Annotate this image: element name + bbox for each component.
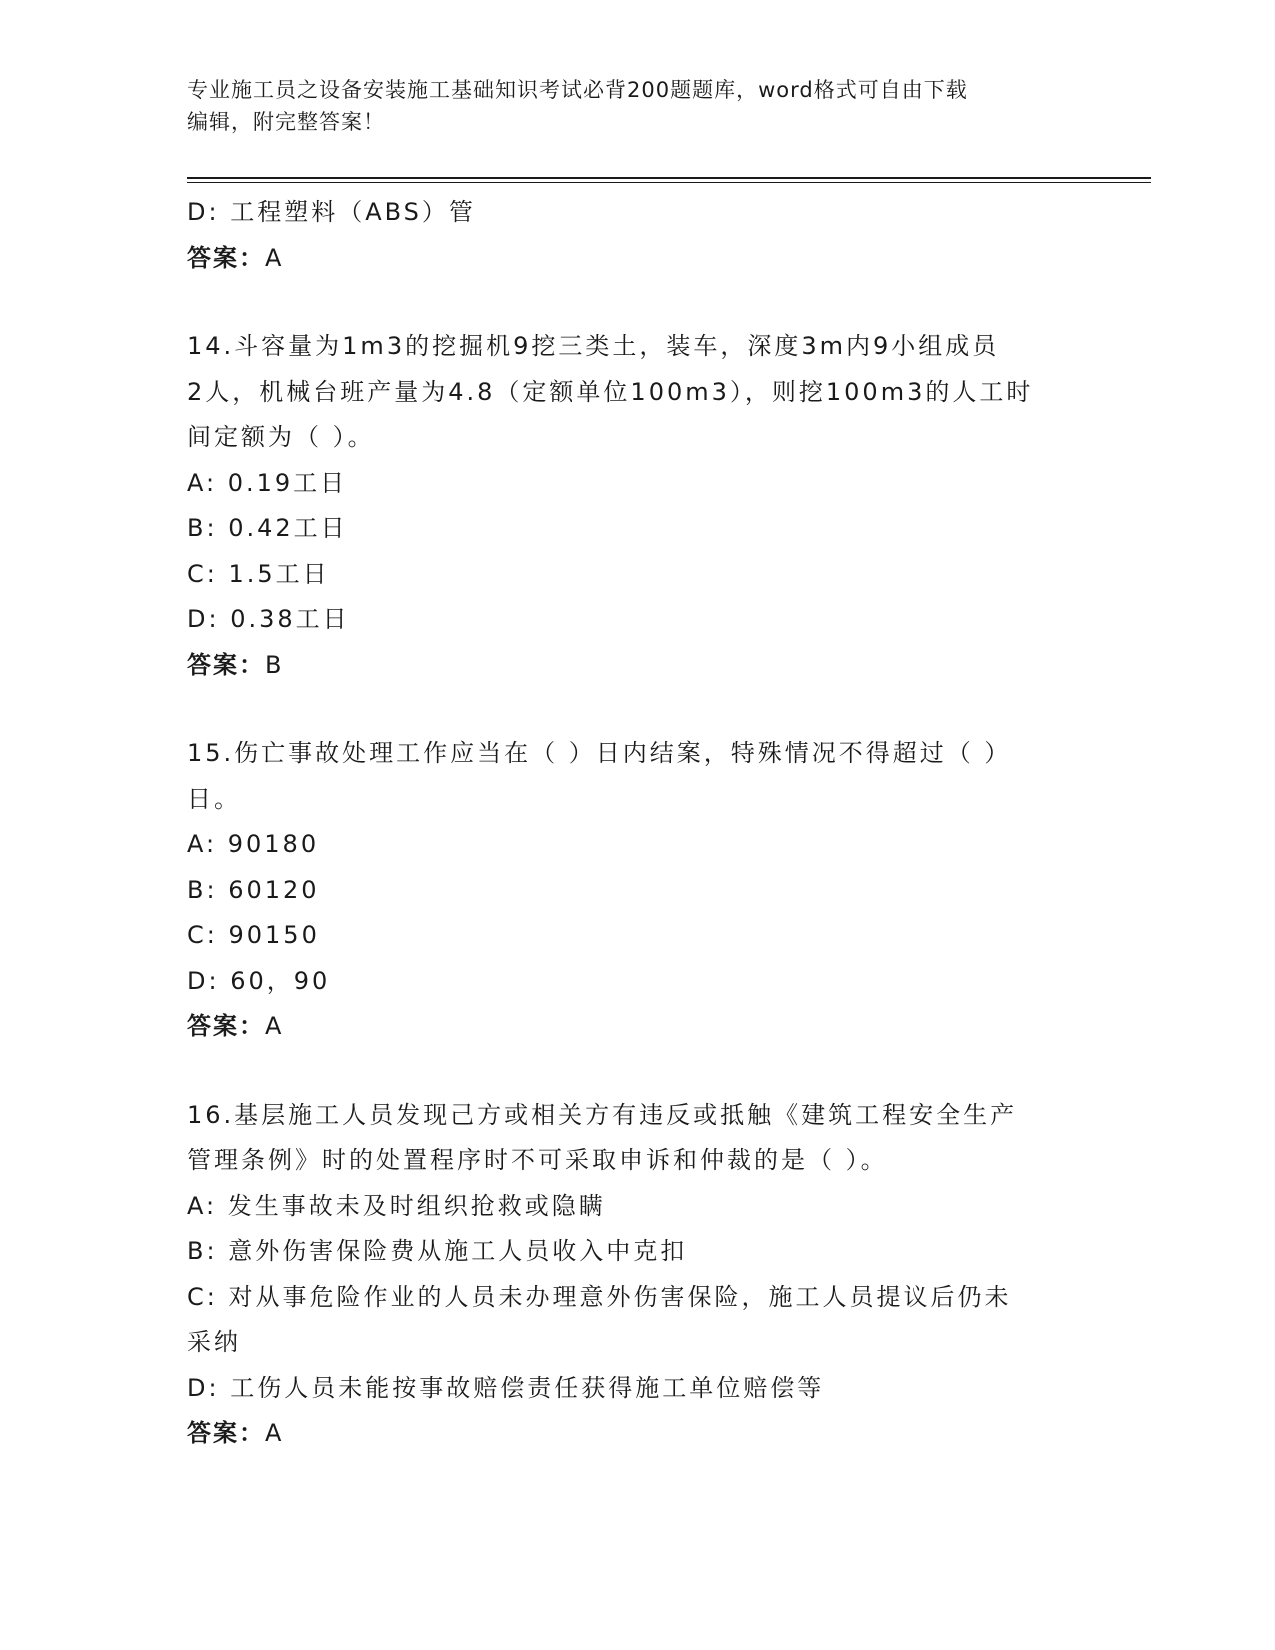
header-rule-thick — [187, 177, 1151, 179]
option-label: A: — [187, 830, 218, 858]
option-label: B: — [187, 514, 218, 542]
spacer — [187, 688, 1087, 731]
answer-label: 答案： — [187, 1419, 265, 1447]
option-text: 意外伤害保险费从施工人员收入中克扣 — [228, 1237, 688, 1265]
option-text: 60120 — [228, 875, 320, 904]
answer-value: A — [265, 1012, 284, 1040]
option-text: 工程塑料（ABS）管 — [230, 198, 476, 226]
spacer — [187, 1050, 1087, 1093]
option-c — [187, 1275, 1087, 1321]
question-text-line: 15.伤亡事故处理工作应当在（ ）日内结案，特殊情况不得超过（ ） — [187, 739, 1012, 767]
option-label: D: — [187, 966, 220, 995]
question-text-line: 间定额为（ ）。 — [187, 423, 375, 451]
option-a — [187, 822, 1087, 868]
option-label: D: — [187, 1373, 220, 1402]
answer-label: 答案： — [187, 650, 265, 679]
option-label: C: — [187, 1282, 218, 1311]
answer-value: A — [265, 1419, 284, 1447]
answer-line — [187, 236, 1087, 282]
option-label: A: — [187, 1191, 218, 1220]
option-b — [187, 506, 1087, 552]
option-label: B: — [187, 1237, 218, 1265]
option-text: 0.38工日 — [230, 605, 350, 633]
question-text-line: 16.基层施工人员发现己方或相关方有违反或抵触《建筑工程安全生产 — [187, 1100, 1018, 1129]
question-14 — [187, 324, 1087, 688]
question-content — [187, 190, 1087, 1457]
option-text: 1.5工日 — [228, 559, 330, 588]
header-line-2: 编辑，附完整答案！ — [187, 110, 385, 134]
option-c — [187, 913, 1087, 959]
option-label: D: — [187, 198, 220, 226]
option-text: 工伤人员未能按事故赔偿责任获得施工单位赔偿等 — [230, 1373, 825, 1402]
option-b — [187, 868, 1087, 914]
option-text: 60，90 — [230, 966, 331, 995]
question-text-line: 2人，机械台班产量为4.8（定额单位100m3），则挖100m3的人工时 — [187, 377, 1034, 406]
question-16 — [187, 1093, 1087, 1457]
question-15 — [187, 731, 1087, 1050]
header-rule-thin — [187, 182, 1151, 183]
option-text: 0.19工日 — [227, 468, 348, 497]
option-text: 90150 — [228, 921, 320, 949]
option-label: B: — [187, 875, 218, 904]
option-d — [187, 597, 1087, 643]
option-b — [187, 1229, 1087, 1275]
answer-label: 答案： — [187, 1012, 265, 1040]
option-label: A: — [187, 468, 218, 497]
page-header — [187, 74, 1087, 138]
option-c — [187, 552, 1087, 598]
option-text: 0.42工日 — [228, 514, 348, 542]
question-text-line: 14.斗容量为1m3的挖掘机9挖三类土，装车，深度3m内9小组成员 — [187, 332, 1000, 360]
answer-label: 答案： — [187, 243, 265, 272]
spacer — [187, 281, 1087, 324]
option-text: 90180 — [227, 830, 320, 858]
header-line-1: 专业施工员之设备安装施工基础知识考试必背200题题库，word格式可自由下载 — [187, 78, 968, 102]
option-a — [187, 1184, 1087, 1230]
answer-value: A — [265, 243, 284, 272]
option-label: C: — [187, 921, 218, 949]
option-d — [187, 959, 1087, 1005]
option-label: C: — [187, 559, 218, 588]
answer-value: B — [265, 650, 284, 679]
option-d — [187, 190, 1087, 236]
option-text: 对从事危险作业的人员未办理意外伤害保险，施工人员提议后仍未 — [228, 1282, 1012, 1311]
question-text-line: 日。 — [187, 784, 241, 813]
option-a — [187, 461, 1087, 507]
option-label: D: — [187, 605, 220, 633]
answer-line — [187, 643, 1087, 689]
answer-line — [187, 1004, 1087, 1050]
question-text-line: 管理条例》时的处置程序时不可采取申诉和仲裁的是（ ）。 — [187, 1146, 888, 1174]
answer-line — [187, 1411, 1087, 1457]
option-c-continued: 采纳 — [187, 1328, 241, 1356]
option-text: 发生事故未及时组织抢救或隐瞒 — [227, 1191, 606, 1220]
option-d — [187, 1366, 1087, 1412]
